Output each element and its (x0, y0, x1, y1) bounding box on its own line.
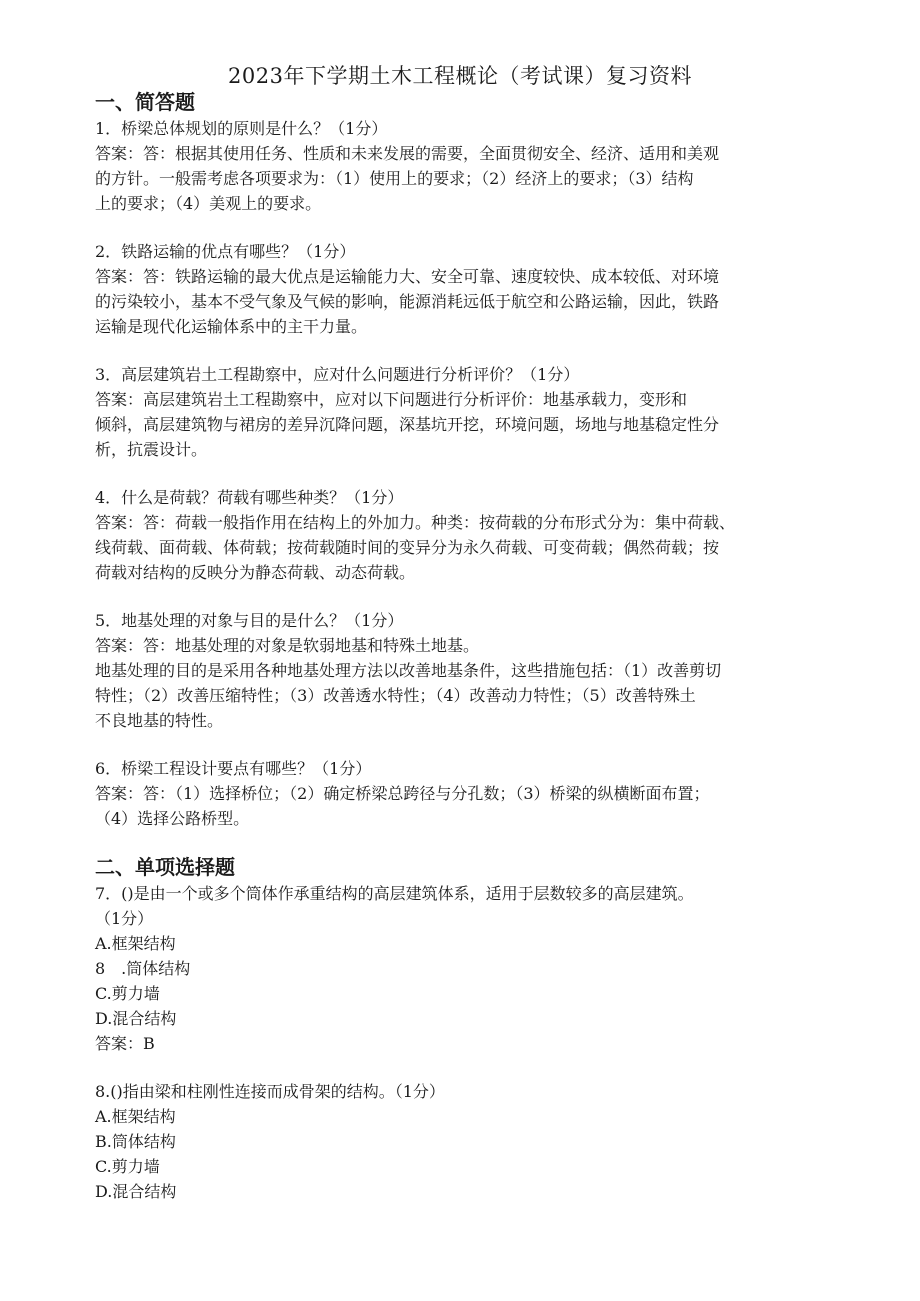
question-8-option-d: D.混合结构 (95, 1182, 177, 1201)
question-3 (95, 362, 835, 462)
question-7 (95, 881, 835, 1056)
question-7-prompt: 7．()是由一个或多个筒体作承重结构的高层建筑体系，适用于层数较多的高层建筑。 (95, 884, 694, 903)
question-6-prompt: 6．桥梁工程设计要点有哪些？（1分） (95, 759, 372, 778)
question-7-answer: 答案：B (95, 1034, 155, 1053)
question-6-answer-line: 答案：答：（1）选择桥位；（2）确定桥梁总跨径与分孔数；（3）桥梁的纵横断面布置； (95, 784, 710, 803)
question-7-option-a: A.框架结构 (95, 934, 176, 953)
document-body (95, 88, 835, 1204)
question-1-prompt: 1．桥梁总体规划的原则是什么？（1分） (95, 119, 388, 138)
question-4-prompt: 4．什么是荷载？荷载有哪些种类？（1分） (95, 488, 404, 507)
question-6 (95, 756, 835, 831)
question-7-points: （1分） (95, 909, 154, 928)
section-heading-short-answer: 一、简答题 (95, 90, 195, 114)
question-3-answer-line: 析，抗震设计。 (95, 440, 208, 459)
question-8-option-c: C.剪力墙 (95, 1157, 160, 1176)
question-8-option-b: B.筒体结构 (95, 1132, 176, 1151)
question-5-answer-line: 答案：答：地基处理的对象是软弱地基和特殊土地基。 (95, 636, 480, 655)
question-5-answer-line: 不良地基的特性。 (95, 711, 224, 730)
question-2-answer-line: 答案：答：铁路运输的最大优点是运输能力大、安全可靠、速度较快、成本较低、对环境 (95, 267, 720, 286)
question-5-prompt: 5．地基处理的对象与目的是什么？（1分） (95, 611, 404, 630)
section-heading-single-choice: 二、单项选择题 (95, 855, 235, 879)
question-1-answer-line: 答案：答：根据其使用任务、性质和未来发展的需要，全面贯彻安全、经济、适用和美观 (95, 144, 720, 163)
question-4-answer-line: 荷载对结构的反映分为静态荷载、动态荷载。 (95, 563, 416, 582)
question-2-answer-line: 运输是现代化运输体系中的主干力量。 (95, 317, 368, 336)
question-7-option-d: D.混合结构 (95, 1009, 177, 1028)
question-1 (95, 116, 835, 216)
question-5 (95, 608, 835, 733)
question-3-answer-line: 倾斜，高层建筑物与裙房的差异沉降问题，深基坑开挖，环境问题，场地与地基稳定性分 (95, 415, 720, 434)
question-5-answer-line: 地基处理的目的是采用各种地基处理方法以改善地基条件，这些措施包括：（1）改善剪切 (95, 661, 722, 680)
question-2 (95, 239, 835, 339)
question-4-answer-line: 答案：答：荷载一般指作用在结构上的外加力。种类：按荷载的分布形式分为：集中荷载、 (95, 513, 736, 532)
question-2-answer-line: 的污染较小，基本不受气象及气候的影响，能源消耗远低于航空和公路运输，因此，铁路 (95, 292, 720, 311)
document-title: 2023年下学期土木工程概论（考试课）复习资料 (228, 64, 692, 88)
question-7-option-c: C.剪力墙 (95, 984, 160, 1003)
question-1-answer-line: 上的要求；（4）美观上的要求。 (95, 194, 322, 213)
question-4-answer-line: 线荷载、面荷载、体荷载；按荷载随时间的变异分为永久荷载、可变荷载；偶然荷载；按 (95, 538, 720, 557)
question-5-answer-line: 特性；（2）改善压缩特性；（3）改善透水特性；（4）改善动力特性；（5）改善特殊土 (95, 686, 696, 705)
question-4 (95, 485, 835, 585)
question-6-answer-line: （4）选择公路桥型。 (95, 809, 250, 828)
question-3-answer-line: 答案：高层建筑岩土工程勘察中，应对以下问题进行分析评价：地基承载力，变形和 (95, 390, 688, 409)
question-8 (95, 1079, 835, 1204)
question-7-option-b: 8 .筒体结构 (95, 959, 191, 978)
question-3-prompt: 3．高层建筑岩土工程勘察中，应对什么问题进行分析评价？（1分） (95, 365, 580, 384)
question-8-prompt: 8.()指由梁和柱刚性连接而成骨架的结构。（1分） (95, 1082, 445, 1101)
question-2-prompt: 2．铁路运输的优点有哪些？（1分） (95, 242, 356, 261)
question-1-answer-line: 的方针。一般需考虑各项要求为：（1）使用上的要求；（2）经济上的要求；（3）结构 (95, 169, 694, 188)
question-8-option-a: A.框架结构 (95, 1107, 176, 1126)
